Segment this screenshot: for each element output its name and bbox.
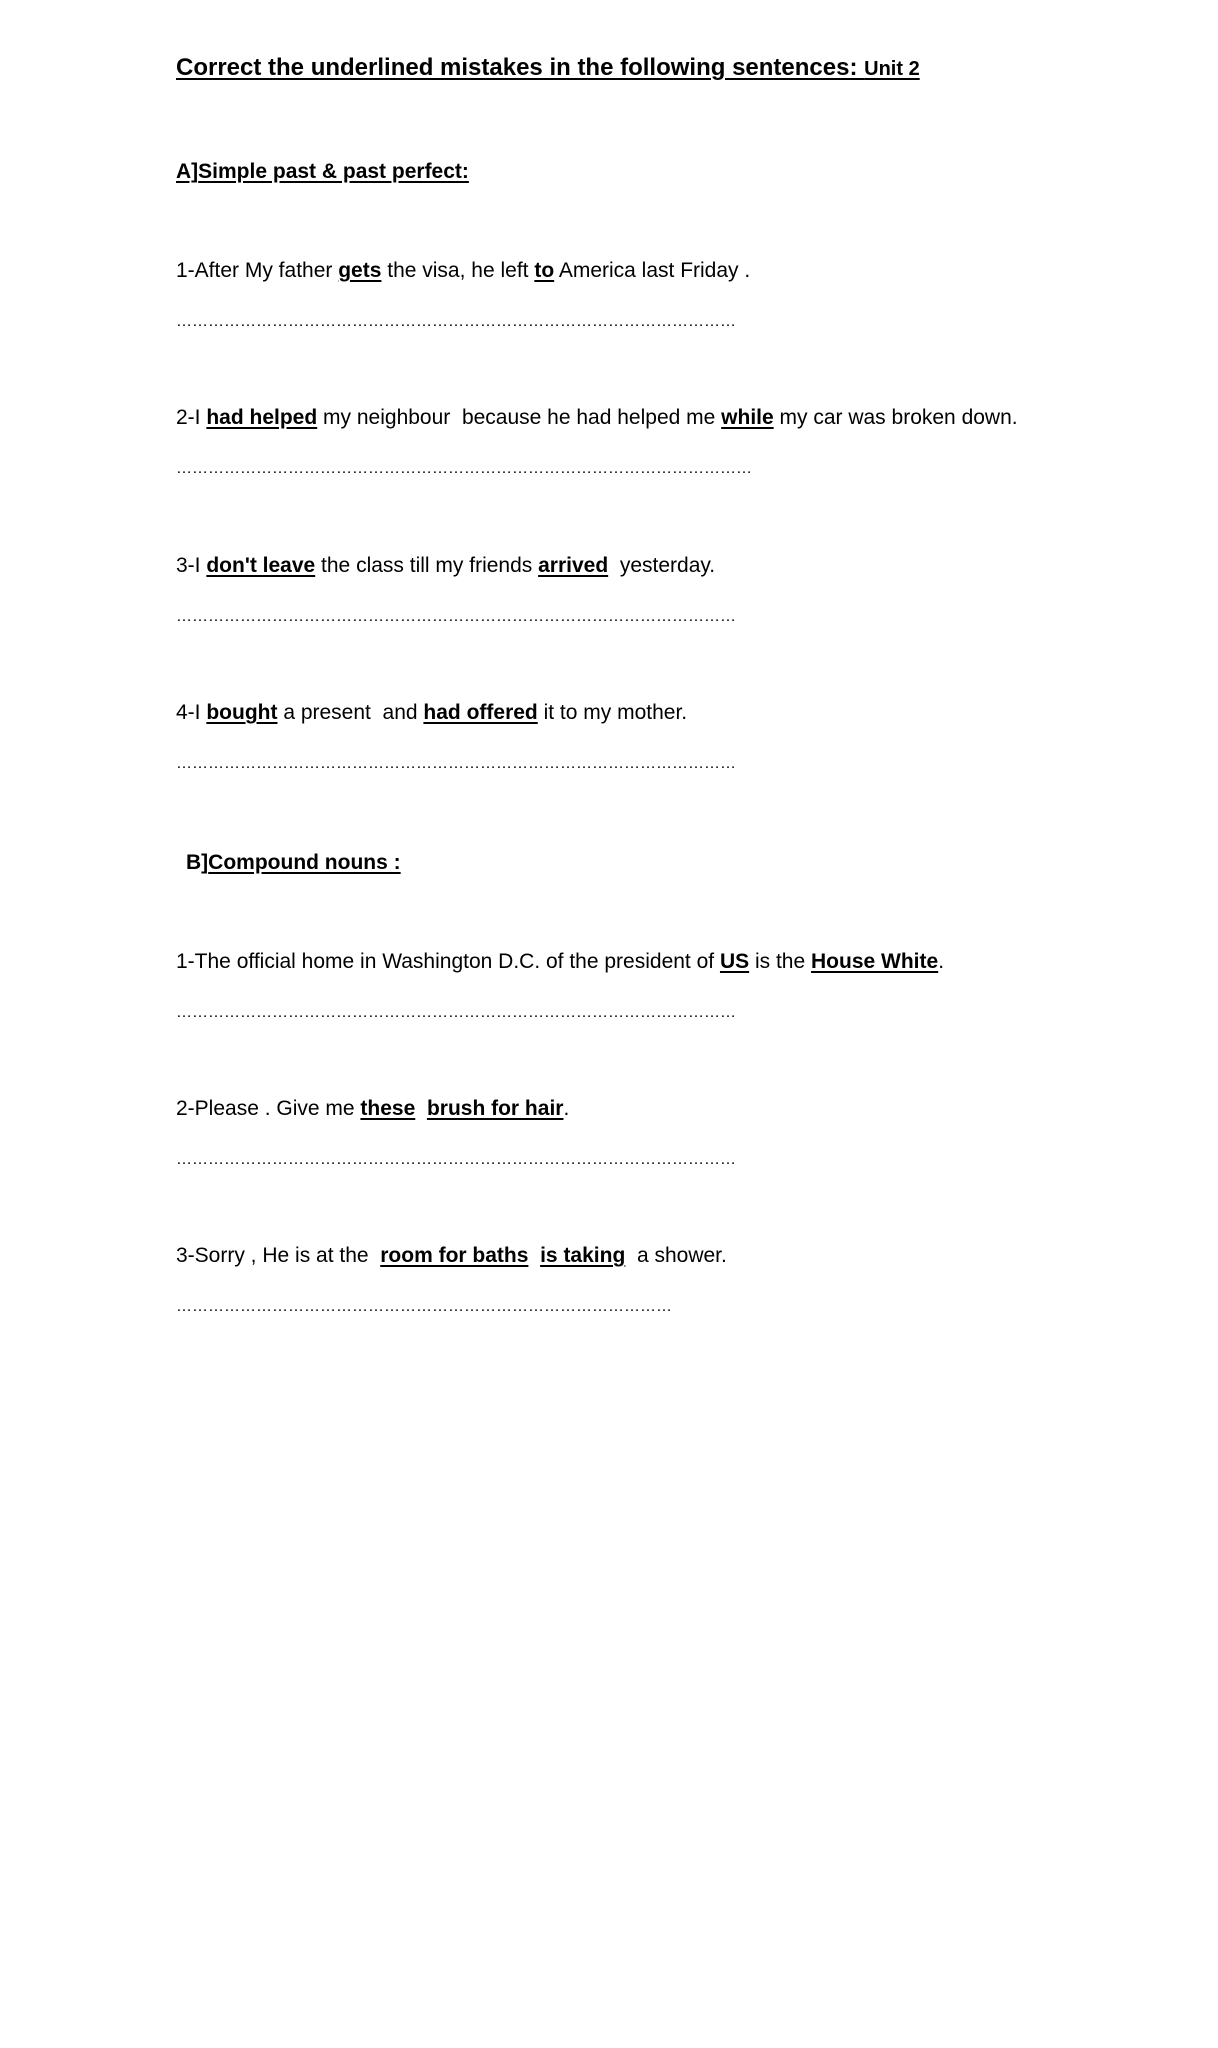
sentence-text bbox=[528, 1244, 540, 1267]
sentence-a2 bbox=[176, 406, 1018, 430]
page-title bbox=[176, 54, 920, 82]
sentence-a3 bbox=[176, 554, 715, 578]
sentence-text: a shower. bbox=[625, 1244, 727, 1267]
answer-line-a2: ……………………………………………………………………………………………… bbox=[176, 460, 752, 477]
section-a-prefix: A] bbox=[176, 160, 199, 183]
answer-line-a4: …………………………………………………………………………………………… bbox=[176, 755, 736, 772]
sentence-text: a present and bbox=[277, 701, 424, 724]
sentence-text: America last Friday . bbox=[554, 259, 751, 282]
section-a-label: Simple past & past perfect: bbox=[198, 160, 469, 183]
sentence-text: it to my mother. bbox=[537, 701, 688, 724]
sentence-a4 bbox=[176, 701, 687, 725]
sentence-text: the class till my friends bbox=[315, 554, 539, 577]
underlined-mistake: these bbox=[360, 1097, 416, 1120]
sentence-text: . bbox=[938, 950, 945, 973]
sentence-text: 2-Please . Give me bbox=[176, 1097, 361, 1120]
answer-line-b2: …………………………………………………………………………………………… bbox=[176, 1151, 736, 1168]
underlined-mistake: arrived bbox=[538, 554, 609, 577]
underlined-mistake: while bbox=[721, 406, 774, 429]
sentence-text: the visa, he left bbox=[381, 259, 535, 282]
underlined-mistake: is taking bbox=[540, 1244, 626, 1267]
answer-line-a3: …………………………………………………………………………………………… bbox=[176, 608, 736, 625]
answer-line-a1: …………………………………………………………………………………………… bbox=[176, 313, 736, 330]
sentence-b1 bbox=[176, 950, 944, 974]
underlined-mistake: bought bbox=[206, 701, 278, 724]
sentence-text: 3-Sorry , He is at the bbox=[176, 1244, 381, 1267]
sentence-b2 bbox=[176, 1097, 569, 1121]
section-a-heading bbox=[176, 160, 469, 184]
sentence-text: 2-I bbox=[176, 406, 207, 429]
answer-line-b3: ………………………………………………………………………………… bbox=[176, 1298, 672, 1315]
underlined-mistake: to bbox=[534, 259, 555, 282]
sentence-text: 4-I bbox=[176, 701, 207, 724]
sentence-text: yesterday. bbox=[608, 554, 716, 577]
underlined-mistake: had helped bbox=[206, 406, 318, 429]
underlined-mistake: House White bbox=[811, 950, 939, 973]
title-unit: Unit 2 bbox=[864, 58, 920, 80]
underlined-mistake: don't leave bbox=[206, 554, 316, 577]
section-b-prefix: B] bbox=[186, 851, 209, 874]
sentence-text: my car was broken down. bbox=[773, 406, 1018, 429]
underlined-mistake: brush for hair bbox=[426, 1097, 564, 1120]
underlined-mistake: US bbox=[719, 950, 750, 973]
underlined-mistake: room for baths bbox=[380, 1244, 529, 1267]
underlined-mistake: had offered bbox=[423, 701, 538, 724]
answer-line-b1: …………………………………………………………………………………………… bbox=[176, 1004, 736, 1021]
sentence-text: is the bbox=[749, 950, 812, 973]
sentence-text: my neighbour because he had helped me bbox=[317, 406, 722, 429]
sentence-text: 3-I bbox=[176, 554, 207, 577]
sentence-text: 1-After My father bbox=[176, 259, 339, 282]
sentence-text: 1-The official home in Washington D.C. of the president of bbox=[176, 950, 720, 973]
sentence-b3 bbox=[176, 1244, 727, 1268]
sentence-text: . bbox=[563, 1097, 570, 1120]
title-main: Correct the underlined mistakes in the following sentences: bbox=[176, 54, 858, 81]
section-b-label: Compound nouns : bbox=[208, 851, 401, 874]
sentence-text bbox=[415, 1097, 427, 1120]
section-b-heading bbox=[186, 851, 401, 875]
underlined-mistake: gets bbox=[338, 259, 382, 282]
sentence-a1 bbox=[176, 259, 750, 283]
